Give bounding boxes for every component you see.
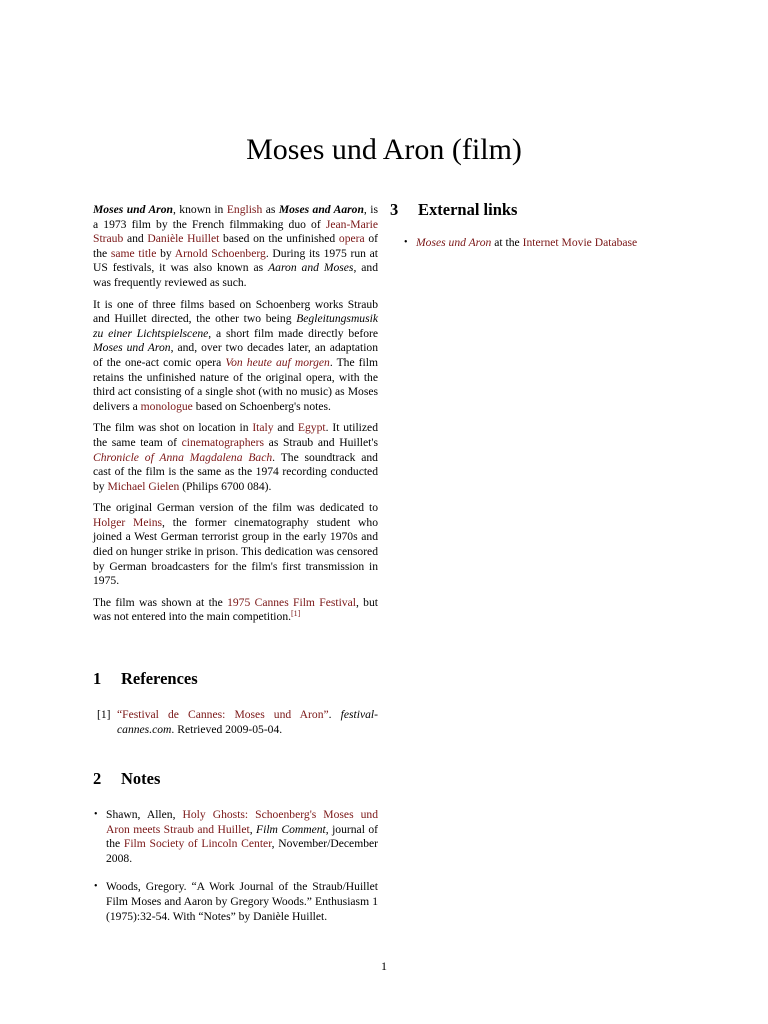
link-moses-und-aron-imdb[interactable] (416, 236, 491, 249)
link-daniele-huillet[interactable]: Danièle Huillet (147, 232, 220, 246)
reference-link-festival-de-cannes[interactable]: “Festival de Cannes: Moses und Aron” (117, 708, 329, 721)
section-number: 2 (93, 769, 102, 788)
section-number: 1 (93, 669, 102, 688)
film-title-bold: Moses und Aron (93, 203, 173, 216)
link-chronicle-anna-magdalena-bach[interactable] (93, 451, 272, 464)
link-michael-gielen[interactable]: Michael Gielen (107, 479, 180, 493)
text: by (156, 246, 175, 260)
link-internet-movie-database[interactable]: Internet Movie Database (522, 236, 638, 249)
link-monologue[interactable]: monologue (140, 399, 193, 413)
page-title: Moses und Aron (film) (246, 133, 522, 167)
text: , the former cinematography student who joined a West German terrorist group in the early 1970s and died on hunger strike in prison. This dedication was censored by German broadcasters for the film's first transmission in 1975. (93, 515, 378, 588)
paragraph-dedication (93, 501, 378, 589)
text: , a short film made directly before (208, 326, 379, 340)
reference-item (97, 708, 378, 737)
link-same-title[interactable]: same title (110, 246, 157, 260)
section-number: 3 (390, 200, 399, 219)
text: as (262, 203, 279, 216)
text: as Straub and Huillet's (264, 435, 378, 449)
references-list (97, 708, 378, 737)
text: , known in (172, 203, 227, 216)
list-item (404, 236, 716, 251)
notes-heading (93, 769, 160, 789)
paragraph-intro (93, 203, 378, 291)
text: of the (93, 232, 378, 260)
link-jean-marie-straub[interactable]: Jean-Marie Straub (93, 217, 378, 246)
link-holy-ghosts[interactable]: Holy Ghosts: Schoenberg's Moses und Aron meets Straub and Huillet (106, 808, 378, 836)
text: , November/December 2008. (106, 837, 379, 865)
list-item (94, 808, 379, 866)
reference-body (117, 708, 378, 737)
external-links-list (404, 236, 716, 251)
text: . During its 1975 run at US festivals, it was also known as (93, 246, 378, 275)
alt-title-bold: Moses and Aaron (278, 203, 364, 216)
text: . Retrieved 2009-05-04. (171, 722, 283, 736)
paragraph-cannes (93, 596, 378, 625)
text: Woods, Gregory. “A Work Journal of the Straub/Huillet Film Moses and Aaron by Gregory Woods.” Enthusiasm 1 (1975):32-54. With “Notes” by Danièle Huillet. (106, 880, 378, 923)
text: , (249, 822, 257, 836)
page-number: 1 (381, 959, 387, 973)
text: , and was frequently reviewed as such. (93, 261, 378, 289)
link-cinematographers[interactable]: cinematographers (181, 435, 265, 449)
paragraph-works (93, 298, 378, 415)
text: (Philips 6700 084). (179, 479, 272, 493)
link-film-society-lincoln-center[interactable]: Film Society of Lincoln Center (123, 837, 272, 851)
bullet-icon: • (94, 881, 98, 893)
external-links-heading (390, 200, 517, 220)
text: The original German version of the film was dedicated to (93, 501, 378, 515)
text: It is one of three films based on Schoenberg works Straub and Huillet directed, the other two being (93, 297, 378, 326)
link-von-heute-auf-morgen[interactable] (225, 356, 330, 369)
link-holger-meins[interactable]: Holger Meins (93, 515, 163, 529)
reference-label: [1] (97, 708, 111, 721)
text: The film was shown at the (93, 595, 228, 609)
section-title: Notes (121, 769, 161, 788)
text: . (328, 708, 341, 721)
text: , is a 1973 film by the French filmmaking duo of (93, 203, 379, 231)
text: and (273, 421, 298, 435)
link-arnold-schoenberg[interactable]: Arnold Schoenberg (174, 246, 266, 260)
references-heading (93, 669, 198, 689)
section-title: References (121, 669, 198, 688)
link-italy[interactable]: Italy (252, 421, 274, 435)
citation-link-1[interactable]: [1] (291, 609, 301, 619)
text: and (123, 232, 148, 246)
text: at the (491, 236, 523, 249)
link-text: Moses und Aron (416, 236, 492, 249)
link-text: Chronicle of Anna Magdalena Bach (93, 450, 273, 464)
italic-title: Film Comment (256, 822, 326, 836)
text: , but was not entered into the main competition. (93, 595, 378, 624)
text: , journal of the (106, 822, 378, 851)
bullet-icon: • (94, 809, 98, 820)
link-english[interactable]: English (226, 203, 263, 216)
link-egypt[interactable]: Egypt (297, 421, 326, 435)
text: , and, over two decades later, an adaptation of the one-act comic opera (93, 341, 379, 369)
italic-title: Begleitungsmusik zu einer Lichtspielscene (93, 312, 378, 340)
text: . The soundtrack and cast of the film is the same as the 1974 recording conducted by (93, 450, 378, 493)
text: Shawn, Allen, (106, 808, 183, 821)
text: based on Schoenberg's notes. (192, 399, 331, 413)
paragraph-location (93, 421, 378, 494)
text: . It utilized the same team of (93, 421, 378, 449)
section-title: External links (418, 200, 518, 219)
reference-site: festival-cannes.com (117, 708, 378, 736)
text: The film was shot on location in (93, 421, 253, 435)
text: based on the unfinished (219, 232, 339, 246)
link-1975-cannes-film-festival[interactable]: 1975 Cannes Film Festival (227, 595, 356, 609)
alt-title-italic: Aaron and Moses (268, 261, 354, 275)
notes-list (94, 808, 379, 938)
italic-title: Moses und Aron (93, 341, 171, 355)
list-item (94, 880, 378, 924)
article-body (93, 203, 378, 632)
bullet-icon: • (404, 237, 408, 248)
text: . The film retains the unfinished nature of the original opera, with the third act consisting of a single shot (with no music) as Moses delivers a (93, 355, 378, 413)
link-text: Von heute auf morgen (225, 355, 330, 369)
link-opera[interactable]: opera (338, 232, 365, 246)
